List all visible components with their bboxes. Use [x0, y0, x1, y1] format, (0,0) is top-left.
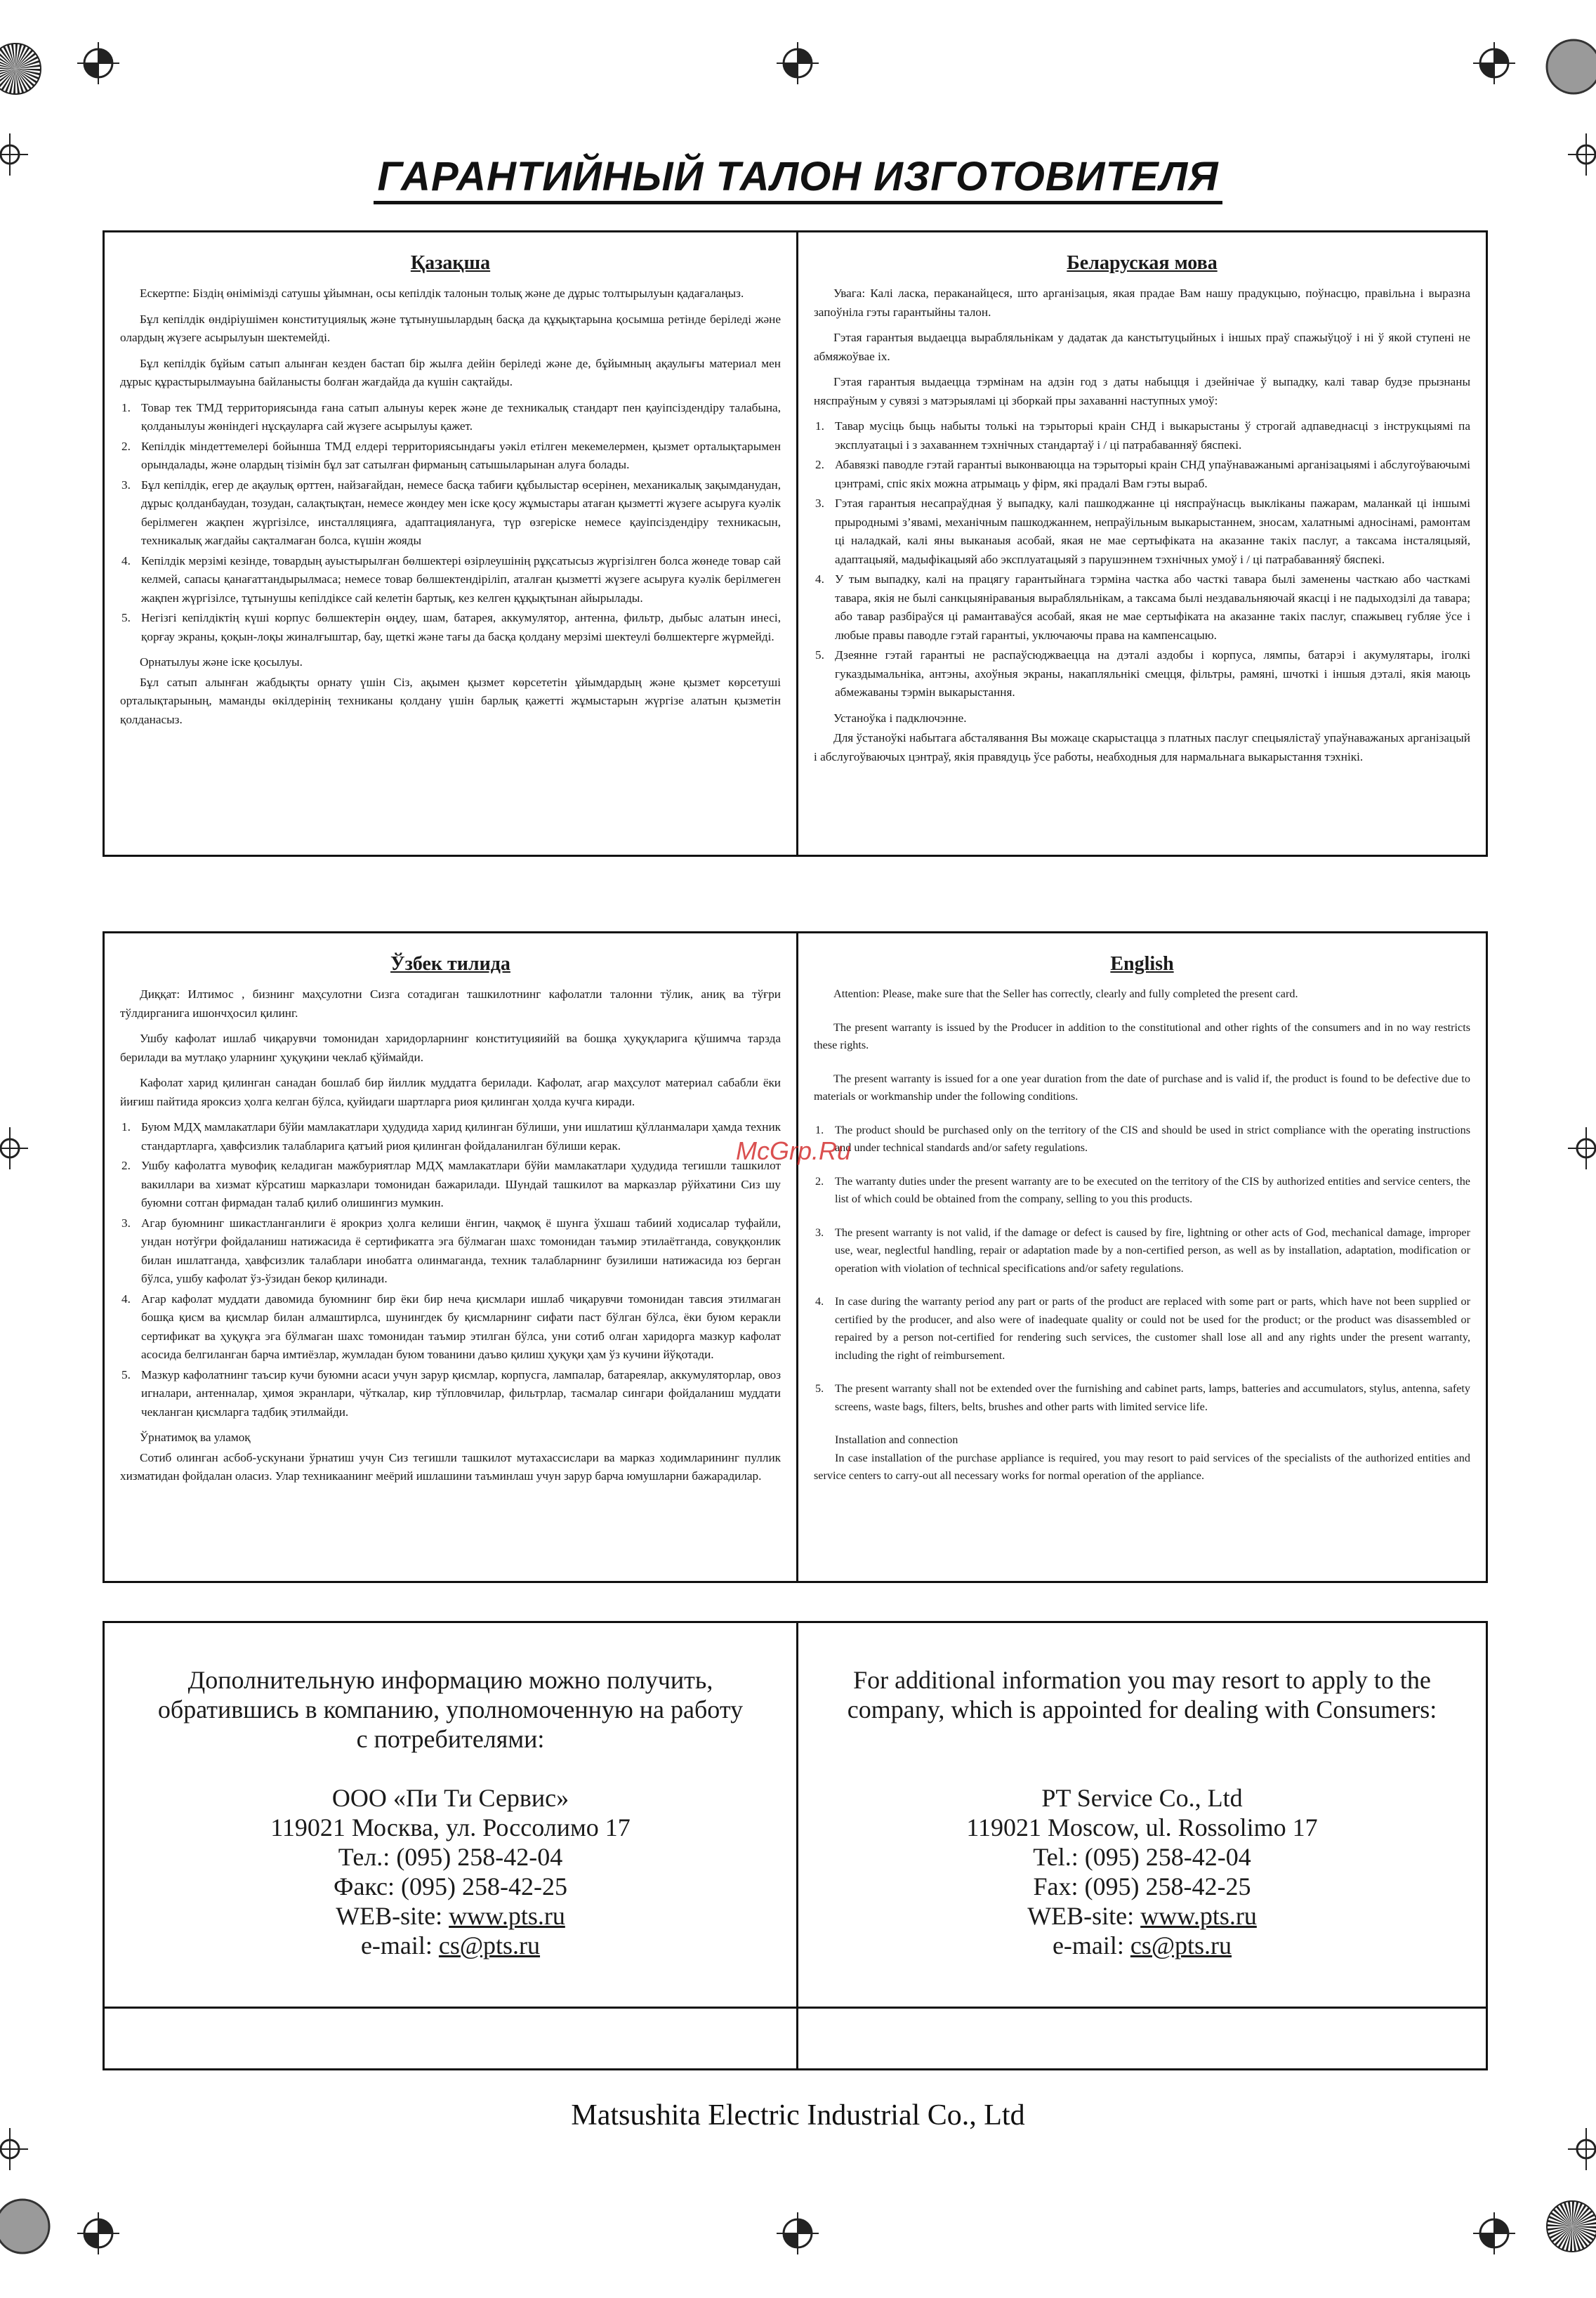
- crosshair-registration-mark: [1568, 2128, 1596, 2170]
- install-title: Орнатылуы және іске қосылуы.: [140, 655, 303, 669]
- list-item: [120, 552, 781, 608]
- company-address: 119021 Москва, ул. Россолимо 17: [270, 1813, 631, 1841]
- crosshair-registration-mark: [0, 2128, 28, 2170]
- crosshair-registration-mark: [777, 2212, 819, 2254]
- list-item: [814, 1380, 1470, 1416]
- list-item: [120, 476, 781, 551]
- list-number: 3.: [815, 497, 824, 510]
- fax-number: (095) 258-42-25: [1084, 1872, 1251, 1900]
- list-item: [814, 1293, 1470, 1365]
- install-text: Для ўстаноўкі набытага абсталявання Вы можаце скарыстацца з платных паслуг спецыялістаў упаўнаважаных арганізацый і абслугоўваючых цэнтраў, якія правядуць ўсе работы, неабходныя для нармальнага выкарыстання тэхнікі.: [814, 731, 1470, 763]
- email-line: [105, 1931, 796, 1960]
- paragraph: The present warranty is issued by the Producer in addition to the constitutional and other rights of the consumers and in no way restricts these rights.: [814, 1020, 1470, 1051]
- list-item: [120, 438, 781, 475]
- list-number: 2.: [121, 1159, 131, 1172]
- list-text: Тавар мусіць быць набыты толькі на тэрыторыі краін СНД і выкарыстаны ў строгай адпаведнасці з інструкцыямі па эксплуатацыі і з захаваннем тэхнічных стандартаў і / ці патрабаванняў бяспекі.: [835, 419, 1470, 452]
- conditions-list: [814, 1122, 1470, 1417]
- footer-company: Matsushita Electric Industrial Co., Ltd: [571, 2099, 1025, 2132]
- list-text: У тым выпадку, калі на працягу гарантыйнага тэрміна частка або часткі тавара былі заменены часткаю або часткамі тавара, якія не былі санкцыяніраваныя вырабляльнікам, а таксама былі нездавальняючай якасці і не падыходзілі да тавара; або тавар разбіраўся ці рамантаваўся асобай, якая не мае сертыфіката на аказанне такіх паслуг, спажывец губляе ўсе і любые правы паводле гэтай гарантыі, уключаючы права на кампенсацыю.: [835, 572, 1470, 642]
- web-line: [798, 1901, 1486, 1931]
- starburst-registration-mark: [1540, 2198, 1596, 2254]
- list-number: 1.: [121, 400, 131, 414]
- paragraph: Гэтая гарантыя выдаецца тэрмінам на адзін год з даты набыцця і дзейнічае ў выпадку, калі тавар будзе прызнаны няспраўным у сувязі з матэрыяламі ці зборкай пры захаванні наступных умоў:: [814, 375, 1470, 407]
- paragraph: Диққат: Илтимос , бизнинг маҳсулотни Сизга сотадиган ташкилотнинг кафолатли талонни тўлик, аниқ ва тўғри тўлдирганига ишончҳосил қилинг.: [120, 987, 781, 1020]
- list-text: Негізгі кепілдіктің күші корпус бөлшектерін өңдеу, шам, батарея, аккумулятор, антенна, фильтр, дыбыс алатын инесі, қорғау экраны, қоқын-лоқы жиналғыштар, бау, щеткі және тағы да басқа қолдану мерзімі шектеулі бөлшектерге жүрмейді.: [141, 611, 781, 643]
- page-title: [0, 153, 1596, 200]
- list-text: The product should be purchased only on the territory of the CIS and should be used in strict compliance with the operating instructions and under technical standards and/or safety regulations.: [835, 1123, 1470, 1154]
- web-label: WEB-site:: [336, 1902, 449, 1930]
- email-label: e-mail:: [360, 1931, 439, 1959]
- crosshair-registration-mark: [777, 42, 819, 84]
- info-intro-line: обратившись в компанию, уполномоченную на работу: [157, 1695, 744, 1724]
- install-text: Сотиб олинган асбоб-ускунани ўрнатиш учун Сиз тегишли ташкилот мутахассислари ва марказ ходимларининг пуллик хизматидан фойдалан оласиз. Улар техникаанинг меёрий ишлашини таъминлаш учун зарур барча юмушларни бажарадилар.: [120, 1450, 781, 1483]
- list-number: 4.: [121, 1292, 131, 1306]
- list-item: [814, 646, 1470, 702]
- list-item: [814, 1224, 1470, 1278]
- gray-dot-registration-mark: [1542, 35, 1596, 98]
- phone-number: (095) 258-42-04: [1084, 1843, 1251, 1871]
- list-text: Товар тек ТМД территориясында ғана сатып алынуы керек және де техникалық стандарт пен қауіпсіздендіру талабына, қолданылуы жөніндегі нұсқауларға сай жүзеге асырылуы қажет.: [141, 400, 781, 433]
- list-text: Гэтая гарантыя несапраўдная ў выпадку, калі пашкоджанне ці няспраўнасць выкліканы пажарам, маланкай ці іншымі прыроднымі з’явамі, механічным пашкоджаннем, непраўільным выкарыстаннем, зносам, халатнымі адносінамі, рамонтам ці наладкай, калі яны выканаыя асобай, якая не мае сертыфіката на аказанне такіх паслуг, а таксама інсталяцыяй, адаптацыяй, мадыфікацыяй або эксплуатацыяй з парушэннем тэхнічных умоў і / ці патрабаванняў бяспекі.: [835, 497, 1470, 566]
- paragraph: Ушбу кафолат ишлаб чиқарувчи томонидан харидорларнинг конституцияийй ва бошқа ҳуқуқларига қўшимча тарзда берилади ва мутлақо уларнинг ҳуқуқини чеклаб қўймайди.: [120, 1032, 781, 1064]
- list-number: 5.: [121, 611, 131, 624]
- paragraph: Attention: Please, make sure that the Seller has correctly, clearly and fully completed the present card.: [833, 987, 1298, 1000]
- phone-label: Tel.:: [1033, 1843, 1085, 1871]
- paragraph: The present warranty is issued for a one year duration from the date of purchase and is valid if, the product is found to be defective due to materials or workmanship under the following conditions.: [814, 1072, 1470, 1103]
- install-title: Installation and connection: [835, 1433, 958, 1446]
- watermark: McGrp.Ru: [736, 1136, 852, 1165]
- list-number: 4.: [815, 1295, 824, 1308]
- list-item: [120, 1366, 781, 1422]
- paragraph: Бұл кепілдік бұйым сатып алынған кезден бастап бір жылға дейін беріледі және де, бұйымның ақаулығы материал мен дұрыс құрастырылмауына байланысты болған жағдайда да күшін сақтайды.: [120, 356, 781, 388]
- list-text: Мазкур кафолатнинг таъсир кучи буюмни асаси учун зарур қисмлар, корпусга, лампалар, батареялар, аккумуляторлар, овоз игналари, антенналар, ҳимоя экранлари, чўткалар, кир тўпловчилар, фильтрлар, тасмалар сингари фойдаланиш муддати чекланган қисмларга тадбиқ этилмайди.: [141, 1367, 781, 1419]
- list-text: In case during the warranty period any part or parts of the product are replaced with some part or parts, which have not been supplied or certified by the producer, and also were of inadequate quality or could not be used for the product; or the product was disassembled or repaired by a person not-certified for rendering such services, the customer shall lose all and any rights under the present warranty, including the right of reimbursement.: [835, 1295, 1470, 1362]
- list-number: 1.: [815, 419, 824, 433]
- page-title-text: ГАРАНТИЙНЫЙ ТАЛОН ИЗГОТОВИТЕЛЯ: [374, 154, 1223, 204]
- conditions-list: [120, 399, 781, 647]
- english-section: [798, 933, 1486, 1501]
- contact-info-en: [798, 1623, 1486, 1960]
- info-intro-line: For additional information you may resort to apply to the: [853, 1666, 1431, 1694]
- list-text: Бұл кепілдік, егер де ақаулық өрттен, найзағайдан, немесе басқа табиғи құбылыстар өсерінен, механикалық зақымданудан, дұрыс қолданбаудан, тозудан, салақтықтан, немесе жөндеу мен іске қосу жұмыстары атаған қызметті жүзеге асыруға куәлік берілмеген жақпен жүргізілсе, инсталляцияға, адаптациялануға, түр өзгеріске немесе қауіпсіздендіру техникасын, техникалық жағдайы сақталмаған болса, күшін жояды: [141, 478, 781, 547]
- crosshair-registration-mark: [1473, 2212, 1515, 2254]
- phone-label: Тел.:: [338, 1843, 397, 1871]
- list-number: 3.: [815, 1226, 824, 1239]
- list-item: [120, 1118, 781, 1155]
- fax-label: Fax:: [1033, 1872, 1085, 1900]
- list-text: Ушбу кафолатга мувофиқ келадиган мажбуриятлар МДҲ мамлакатлари бўйи мамлакатлари ҳудудида тегишли ташкилот вакиллари ва хизмат кўрсатиш марказлари томонидан бажарилади. Шундай ташкилот ва марказлар рўйхатини Сиз шу буюмни сотган фирмадан талаб қилиб олишингиз мумкин.: [141, 1159, 781, 1209]
- contact-info-ru: [105, 1623, 796, 1960]
- section-title: Беларуская мова: [1067, 252, 1218, 274]
- install-text: Бұл сатып алынған жабдықты орнату үшін Сіз, ақымен қызмет көрсететін ұйымдардың және қызмет көрсетуші орталықтарының, маманды өкілдерінің техниканы қолдану үшін барлық қажетті жұмыстарын жүргізе алатын қызметін қолданасыз.: [120, 675, 781, 726]
- paragraph: Кафолат харид қилинган санадан бошлаб бир йиллик муддатга берилади. Кафолат, агар маҳсулот материал сабабли ёки йиғиш пайтида яроксиз ҳолга келган бўлса, қуйидаги шартларга риоя қилинган ҳолда кучга киради.: [120, 1076, 781, 1108]
- gray-dot-registration-mark: [0, 2195, 56, 2258]
- web-label: WEB-site:: [1027, 1902, 1141, 1930]
- list-number: 4.: [815, 572, 824, 586]
- fax-line: [798, 1872, 1486, 1901]
- crosshair-registration-mark: [77, 42, 119, 84]
- list-item: [814, 494, 1470, 569]
- crosshair-registration-mark: [0, 1127, 28, 1169]
- paragraph: Ескертпе: Біздің өнімімізді сатушы ұйымнан, осы кепілдік талонын толық және де дұрыс толтырылуын қадағалаңыз.: [140, 287, 744, 300]
- list-text: The present warranty shall not be extended over the furnishing and cabinet parts, lamps, batteries and accumulators, stylus, antenna, safety screens, waste bags, filters, belts, brushes and other parts with limited service life.: [835, 1382, 1470, 1413]
- list-number: 1.: [121, 1120, 131, 1134]
- list-text: The warranty duties under the present warranty are to be executed on the territory of the CIS by authorized entities and service centers, the list of which could be obtained from the company, selling to you this products.: [835, 1174, 1470, 1205]
- list-text: Абавязкі паводле гэтай гарантыі выконваюцца на тэрыторыі краін СНД упаўнаважанымі арганізацыямі і абслугоўваючымі цэнтрамі, спіс якіх можна атрымаць у фірм, які прадалі Вам гэты выраб.: [835, 458, 1470, 490]
- kazakh-section: [105, 232, 796, 736]
- list-number: 1.: [815, 1123, 824, 1136]
- list-item: [814, 570, 1470, 645]
- crosshair-registration-mark: [77, 2212, 119, 2254]
- list-item: [814, 417, 1470, 454]
- list-item: [814, 1122, 1470, 1157]
- list-item: [120, 609, 781, 646]
- install-title: Устаноўка і падключэнне.: [833, 711, 967, 725]
- list-item: [120, 1290, 781, 1365]
- company-name: ООО «Пи Ти Сервис»: [331, 1784, 569, 1812]
- list-item: [120, 1157, 781, 1213]
- list-item: [814, 456, 1470, 493]
- list-text: The present warranty is not valid, if the damage or defect is caused by fire, lightning or other acts of God, mechanical damage, improper use, wear, neglectful handling, repair or adaptation made by a non-certified person, as well as by installation, adaptation, modification or operation with violation of technical specifications and/or safety regulations.: [835, 1226, 1470, 1275]
- email-link[interactable]: cs@pts.ru: [438, 1931, 541, 1959]
- contact-info-box: [103, 1621, 1488, 2070]
- web-link[interactable]: www.pts.ru: [449, 1902, 565, 1930]
- company-address: 119021 Moscow, ul. Rossolimo 17: [966, 1813, 1318, 1841]
- list-text: Кепілдік міндеттемелері бойынша ТМД елдері территориясындағы уәкіл етілген мекемелермен, қызмет орталықтарымен орындалады, және олардың тізімін бұл зат сатылған фирманың сатышыларынан алуға болады.: [141, 439, 781, 471]
- list-number: 4.: [121, 553, 131, 567]
- conditions-list: [814, 417, 1470, 702]
- phone-number: (095) 258-42-04: [396, 1843, 563, 1871]
- company-name: PT Service Co., Ltd: [1041, 1784, 1243, 1812]
- section-title: Қазақша: [410, 252, 491, 274]
- list-number: 2.: [815, 1174, 824, 1188]
- starburst-registration-mark: [0, 42, 42, 98]
- section-title: English: [1110, 953, 1174, 975]
- belarusian-section: [798, 232, 1486, 773]
- list-text: Агар буюмнинг шикастланганлиги ё ярокриз ҳолга келиши ёнгин, чақмоқ ё шунга ўхшаш табиий ходисалар туфайли, ундан нотўғри фойдаланиш натижасида ё сертификатга эга бўлмаган шахс томонидан таъмир этилаётганда, совуққонлик билан ишлатганда, ҳавфсизлик талаблари инобатга олинмаганда, техник талабларнинг бузилиши натижасида юз берган бўлса, ушбу кафолат ўз-ўзидан бекор қилинади.: [141, 1216, 781, 1285]
- list-number: 3.: [121, 478, 131, 492]
- list-number: 5.: [815, 1382, 824, 1395]
- crosshair-registration-mark: [1568, 1127, 1596, 1169]
- phone-line: [105, 1842, 796, 1872]
- conditions-list: [120, 1118, 781, 1422]
- email-link[interactable]: cs@pts.ru: [1130, 1931, 1232, 1959]
- list-number: 5.: [815, 648, 824, 662]
- uzbek-section: [105, 933, 796, 1493]
- info-intro-line: Дополнительную информацию можно получить,: [187, 1666, 713, 1694]
- warranty-box-kz-by: [103, 230, 1488, 857]
- fax-label: Факс:: [334, 1872, 402, 1900]
- phone-line: [798, 1842, 1486, 1872]
- list-text: Кепілдік мерзімі кезінде, товардың ауыстырылған бөлшектері өзірлеушінің рұқсатысыз жүргізілген болса жөнеде товар сай келмей, сапасы қанағаттандырылмаса; немесе товар бөлшектендіріліп, аталған қызметті жүзеге асыруға куәлік берілмеген жақпен жүргізілсе, тұтынушы кепілдіксе сай келетін бартық, кез келген құқықтынан айырылады.: [141, 553, 781, 605]
- install-title: Ўрнатимоқ ва уламоқ: [140, 1431, 251, 1444]
- crosshair-registration-mark: [1473, 42, 1515, 84]
- list-text: Буюм МДҲ мамлакатлари бўйи мамлакатлари ҳудудида харид қилинган бўлиши, уни ишлатиш қўлланмалари ҳамда техник стандартларга, ҳавфсизлик талабларига қатъий риоя қилинган фойдаланилган бўлиши керак.: [141, 1120, 781, 1153]
- info-intro-line: с потребителями:: [356, 1725, 545, 1753]
- fax-number: (095) 258-42-25: [401, 1872, 567, 1900]
- warranty-box-uz-en: [103, 931, 1488, 1583]
- list-number: 5.: [121, 1367, 131, 1381]
- list-item: [814, 1173, 1470, 1209]
- list-text: Агар кафолат муддати давомида буюмнинг бир ёки бир неча қисмлари ишлаб чиқарувчи томонидан тавсия этилмаган бошқа қисм ва қисмлар билан алмаштирлса, шунингдек бу қисмларнинг сифати паст бўлган бўлса, ёки буюм керакли сертификат ва ҳуқуқга эга бўлмаган шахс томонидан таъмир этилган бўлса, уни сотиб олган харидорга мазкур кафолат асосида белгиланган барча имтиёзлар, жумладан буюм тованини даъво қилиш ҳуқуқи ҳам ўз кучини йўқотади.: [141, 1292, 781, 1361]
- list-number: 3.: [121, 1216, 131, 1230]
- paragraph: Увага: Калі ласка, пераканайцеся, што арганізацыя, якая прадае Вам нашу прадукцыю, поўнасцю, правільна і выразна запоўніла гэты гарантыйны талон.: [814, 287, 1470, 319]
- install-text: In case installation of the purchase appliance is required, you may resort to paid services of the specialists of the authorized entities and service centers to carry-out all necessary works for normal operation of the appliance.: [814, 1451, 1470, 1482]
- section-title: Ўзбек тилида: [390, 953, 510, 975]
- web-line: [105, 1901, 796, 1931]
- stamp-row-divider: [105, 2007, 1486, 2009]
- list-number: 2.: [815, 458, 824, 471]
- email-label: e-mail:: [1052, 1931, 1130, 1959]
- fax-line: [105, 1872, 796, 1901]
- list-item: [120, 1214, 781, 1289]
- list-number: 2.: [121, 439, 131, 453]
- web-link[interactable]: www.pts.ru: [1140, 1902, 1257, 1930]
- paragraph: Гэтая гарантыя выдаецца вырабляльнікам у дадатак да канстытуцыйных і іншых праў спажыўцоў і ні ў якой ступені не абмяжоўвае іх.: [814, 331, 1470, 363]
- email-line: [798, 1931, 1486, 1960]
- info-intro-line: company, which is appointed for dealing with Consumers:: [847, 1695, 1437, 1724]
- paragraph: Бұл кепілдік өндіріушімен конституциялық және тұтынушылардың басқа да құқықтарына қосымша ретінде беріледі және олардың жүзеге асырылуын шектемейді.: [120, 312, 781, 344]
- list-text: Дзеянне гэтай гарантыі не распаўсюджваецца на дэталі аздобы і корпуса, лямпы, батарэі і акумулятары, іголкі гуказдымальніка, антэны, ахоўныя экраны, накапляльнікі смецця, фільтры, рамяні, шчоткі і іншыя дэталі, якія маюць абмежаваны тэрмін выкарыстання.: [835, 648, 1470, 699]
- list-item: [120, 399, 781, 436]
